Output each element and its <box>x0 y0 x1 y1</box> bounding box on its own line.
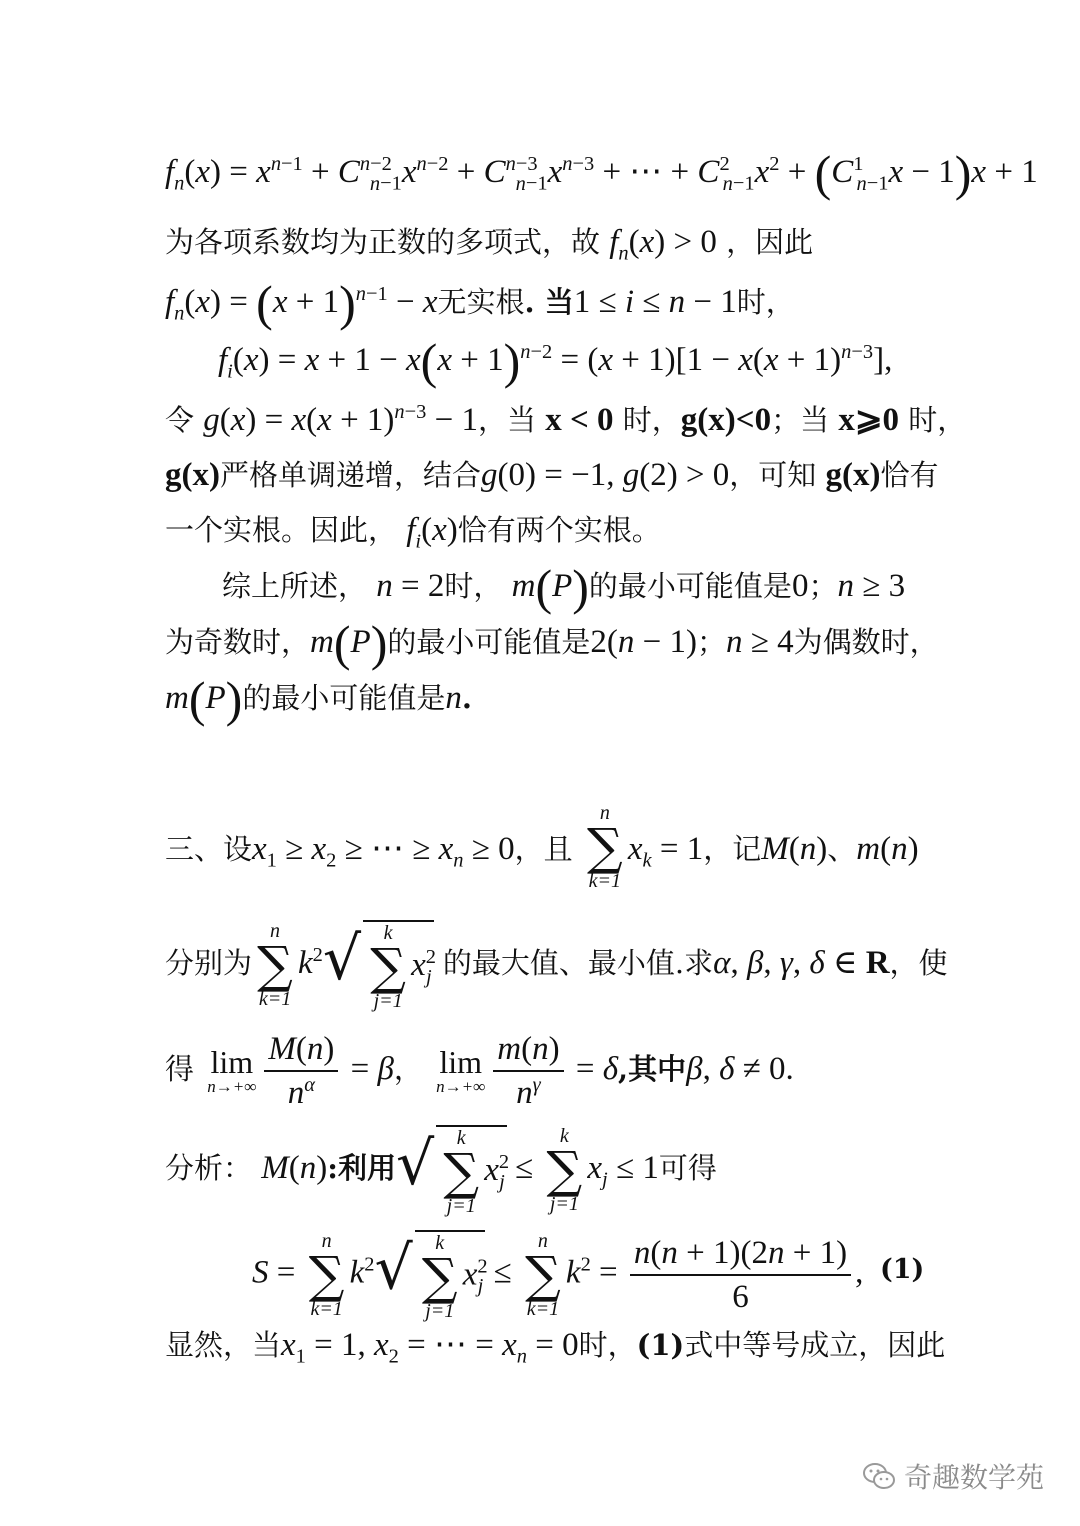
text-line-summary: 综上所述， n = 2时， m(P)的最小可能值是0；n ≥ 3 <box>222 559 906 615</box>
line-text: 显然，当 <box>165 1328 282 1362</box>
line-text: 为奇数时， <box>165 625 311 659</box>
line-text: g(x) <box>165 457 220 493</box>
line-text: 综上所述， <box>222 569 368 603</box>
line-text: 为偶数时， <box>793 625 939 659</box>
limit-operator: lim n→+∞ <box>207 1044 257 1096</box>
line-text: 时， <box>578 1328 637 1362</box>
line-text: 、 <box>827 832 857 866</box>
problem-three-statement: 三、设$x_1 \ge x_2$ ≥ ⋯ ≥ $x_n \ge 0$，且 n ∑ k=1 $x_k = 1$，记M(n)、m(n) <box>165 802 919 892</box>
sum-symbol: n ∑ k=1 <box>308 1230 345 1320</box>
sum-symbol: n ∑ k=1 <box>525 1230 561 1320</box>
fraction: $\frac{m(n)}{n^\gamma}$ <box>493 1030 563 1112</box>
line-text: 式中等号成立，因此 <box>684 1328 946 1362</box>
line-text: . <box>461 681 472 715</box>
line-text: ， <box>393 1052 423 1086</box>
text-line-odd-even: 为奇数时，m(P)的最小可能值是2(n − 1)；n ≥ 4为偶数时， <box>165 615 939 671</box>
line-text: 可得 <box>658 1151 717 1185</box>
line-text: (1) <box>636 1328 685 1362</box>
line-text: ，使 <box>889 946 948 980</box>
formula-fi: $f_i(x) = x + 1 - x(x + 1)^{n-2} = (x + 1)[1 - x(x + 1)^{n-3}]$, <box>218 333 893 389</box>
line-text: 令 <box>165 403 195 437</box>
text-line-define-g: 令 $g(x) = x(x + 1)^{n-3} - 1$，当 x < 0 时，g(x)<0；当 x⩾0 时， <box>165 401 967 438</box>
analysis-label: 分析： <box>165 1151 253 1185</box>
line-text: g(x)<0 <box>680 402 772 438</box>
line-text: ，当 <box>478 403 537 437</box>
fraction: $\frac{n(n + 1)(2n + 1)}{6}$ <box>630 1234 851 1316</box>
line-text: ,其中 <box>618 1052 687 1086</box>
text-line-monotonic: g(x)严格单调递增，结合g(0) = −1, g(2) > 0，可知 g(x)恰有 <box>165 457 939 493</box>
sum-symbol: k ∑ j=1 <box>443 1127 480 1217</box>
sum-symbol: n ∑ k=1 <box>587 802 623 892</box>
limit-operator: lim n→+∞ <box>436 1044 486 1096</box>
line-text: x⩾0 <box>838 402 899 438</box>
problem-three-limits: 得 lim n→+∞ $\frac{M(n)}{n^\alpha}$ = β， lim n→+∞ $\frac{m(n)}{n^\gamma}$ = δ,其中β, δ ≠ 0. <box>165 1031 794 1111</box>
text-line-positive-coefficients: 为各项系数均为正数的多项式，故 $f_n(x) > 0$ ，因此 <box>165 224 814 265</box>
line-text: 严格单调递增，结合 <box>219 458 481 492</box>
line-text: ，可知 <box>729 458 817 492</box>
text-line-two-roots: 一个实根。因此， $f_i(x)$恰有两个实根。 <box>165 512 661 553</box>
line-text: ；当 <box>771 403 830 437</box>
problem-heading: 三、设 <box>165 832 253 866</box>
line-text: ； <box>808 569 838 603</box>
line-text: 无实根 <box>437 285 525 319</box>
line-text: 一个实根。因此， <box>165 513 398 547</box>
line-text: :利用 <box>327 1151 396 1185</box>
sum-symbol: k ∑ j=1 <box>546 1125 583 1215</box>
line-text: 的最小可能值是 <box>242 681 446 715</box>
line-text: 时， <box>736 285 795 319</box>
line-text: 得 <box>165 1052 195 1086</box>
line-text: 分别为 <box>165 946 253 980</box>
line-text: . 当 <box>524 285 574 319</box>
line-text: g(x) <box>825 457 881 493</box>
line-text: 恰有 <box>880 458 939 492</box>
line-text: 时， <box>622 403 681 437</box>
line-text: 时， <box>444 569 503 603</box>
sum-symbol: n ∑ k=1 <box>257 920 293 1010</box>
line-text: 恰有两个实根。 <box>457 513 661 547</box>
analysis-line: 分析： M(n):利用√ k ∑ j=1 $x^2_j$ ≤ k ∑ j=1 $x_j \le 1$可得 <box>165 1125 717 1217</box>
line-text: ； <box>696 625 726 659</box>
text-line-equality: 显然，当$x_1 = 1$, $x_2$ = ⋯ = $x_n = 0$时，(1)式中等号成立，因此 <box>165 1327 946 1368</box>
formula-fn-expansion: $f_n(x) = x^{n-1} + C^{n-2}_{n-1}x^{n-2} + C^{n-3}_{n-1}x^{n-3}$ + ⋯ + $C^2_{n-1}x^2 + (C^1_{n-1}x - 1)x + 1$ <box>165 145 1038 201</box>
text-line-no-real-root: $f_n(x) = (x + 1)^{n-1} - x$无实根. 当1 ≤ i ≤ n − 1时， <box>165 275 795 331</box>
line-text: 的最大值、最小值.求 <box>442 946 714 980</box>
watermark <box>862 1456 1044 1496</box>
line-text: 的最小可能值是 <box>588 569 792 603</box>
watermark-text: 奇趣数学苑 <box>903 1461 1044 1494</box>
line-text: ，因此 <box>726 225 814 259</box>
wechat-icon <box>862 1461 896 1491</box>
line-text: 为各项系数均为正数的多项式，故 <box>165 225 601 259</box>
line-text: 时， <box>908 403 967 437</box>
line-text: ，且 <box>514 832 573 866</box>
problem-three-sum-expression: 分别为 n ∑ k=1 $k^2√$ k ∑ j=1 $x^2_j$ 的最大值、最小值.求α, β, γ, δ ∈ R，使 <box>165 920 948 1012</box>
text-line-even-case: m(P)的最小可能值是n. <box>165 671 472 727</box>
line-text: x < 0 <box>545 402 614 438</box>
sum-symbol: k ∑ j=1 <box>370 922 406 1012</box>
line-text: 的最小可能值是 <box>387 625 591 659</box>
sum-symbol: k ∑ j=1 <box>421 1232 458 1322</box>
equation-number: (1) <box>880 1254 925 1285</box>
fraction: $\frac{M(n)}{n^\alpha}$ <box>264 1030 338 1112</box>
line-text: ，记 <box>703 832 762 866</box>
equation-one: S = n ∑ k=1 $k^2√$ k ∑ j=1 $x^2_j$ ≤ n ∑ k=1 $k^2$ = $\frac{n(n + 1)(2n + 1)}{6}$ , <box>252 1230 864 1322</box>
